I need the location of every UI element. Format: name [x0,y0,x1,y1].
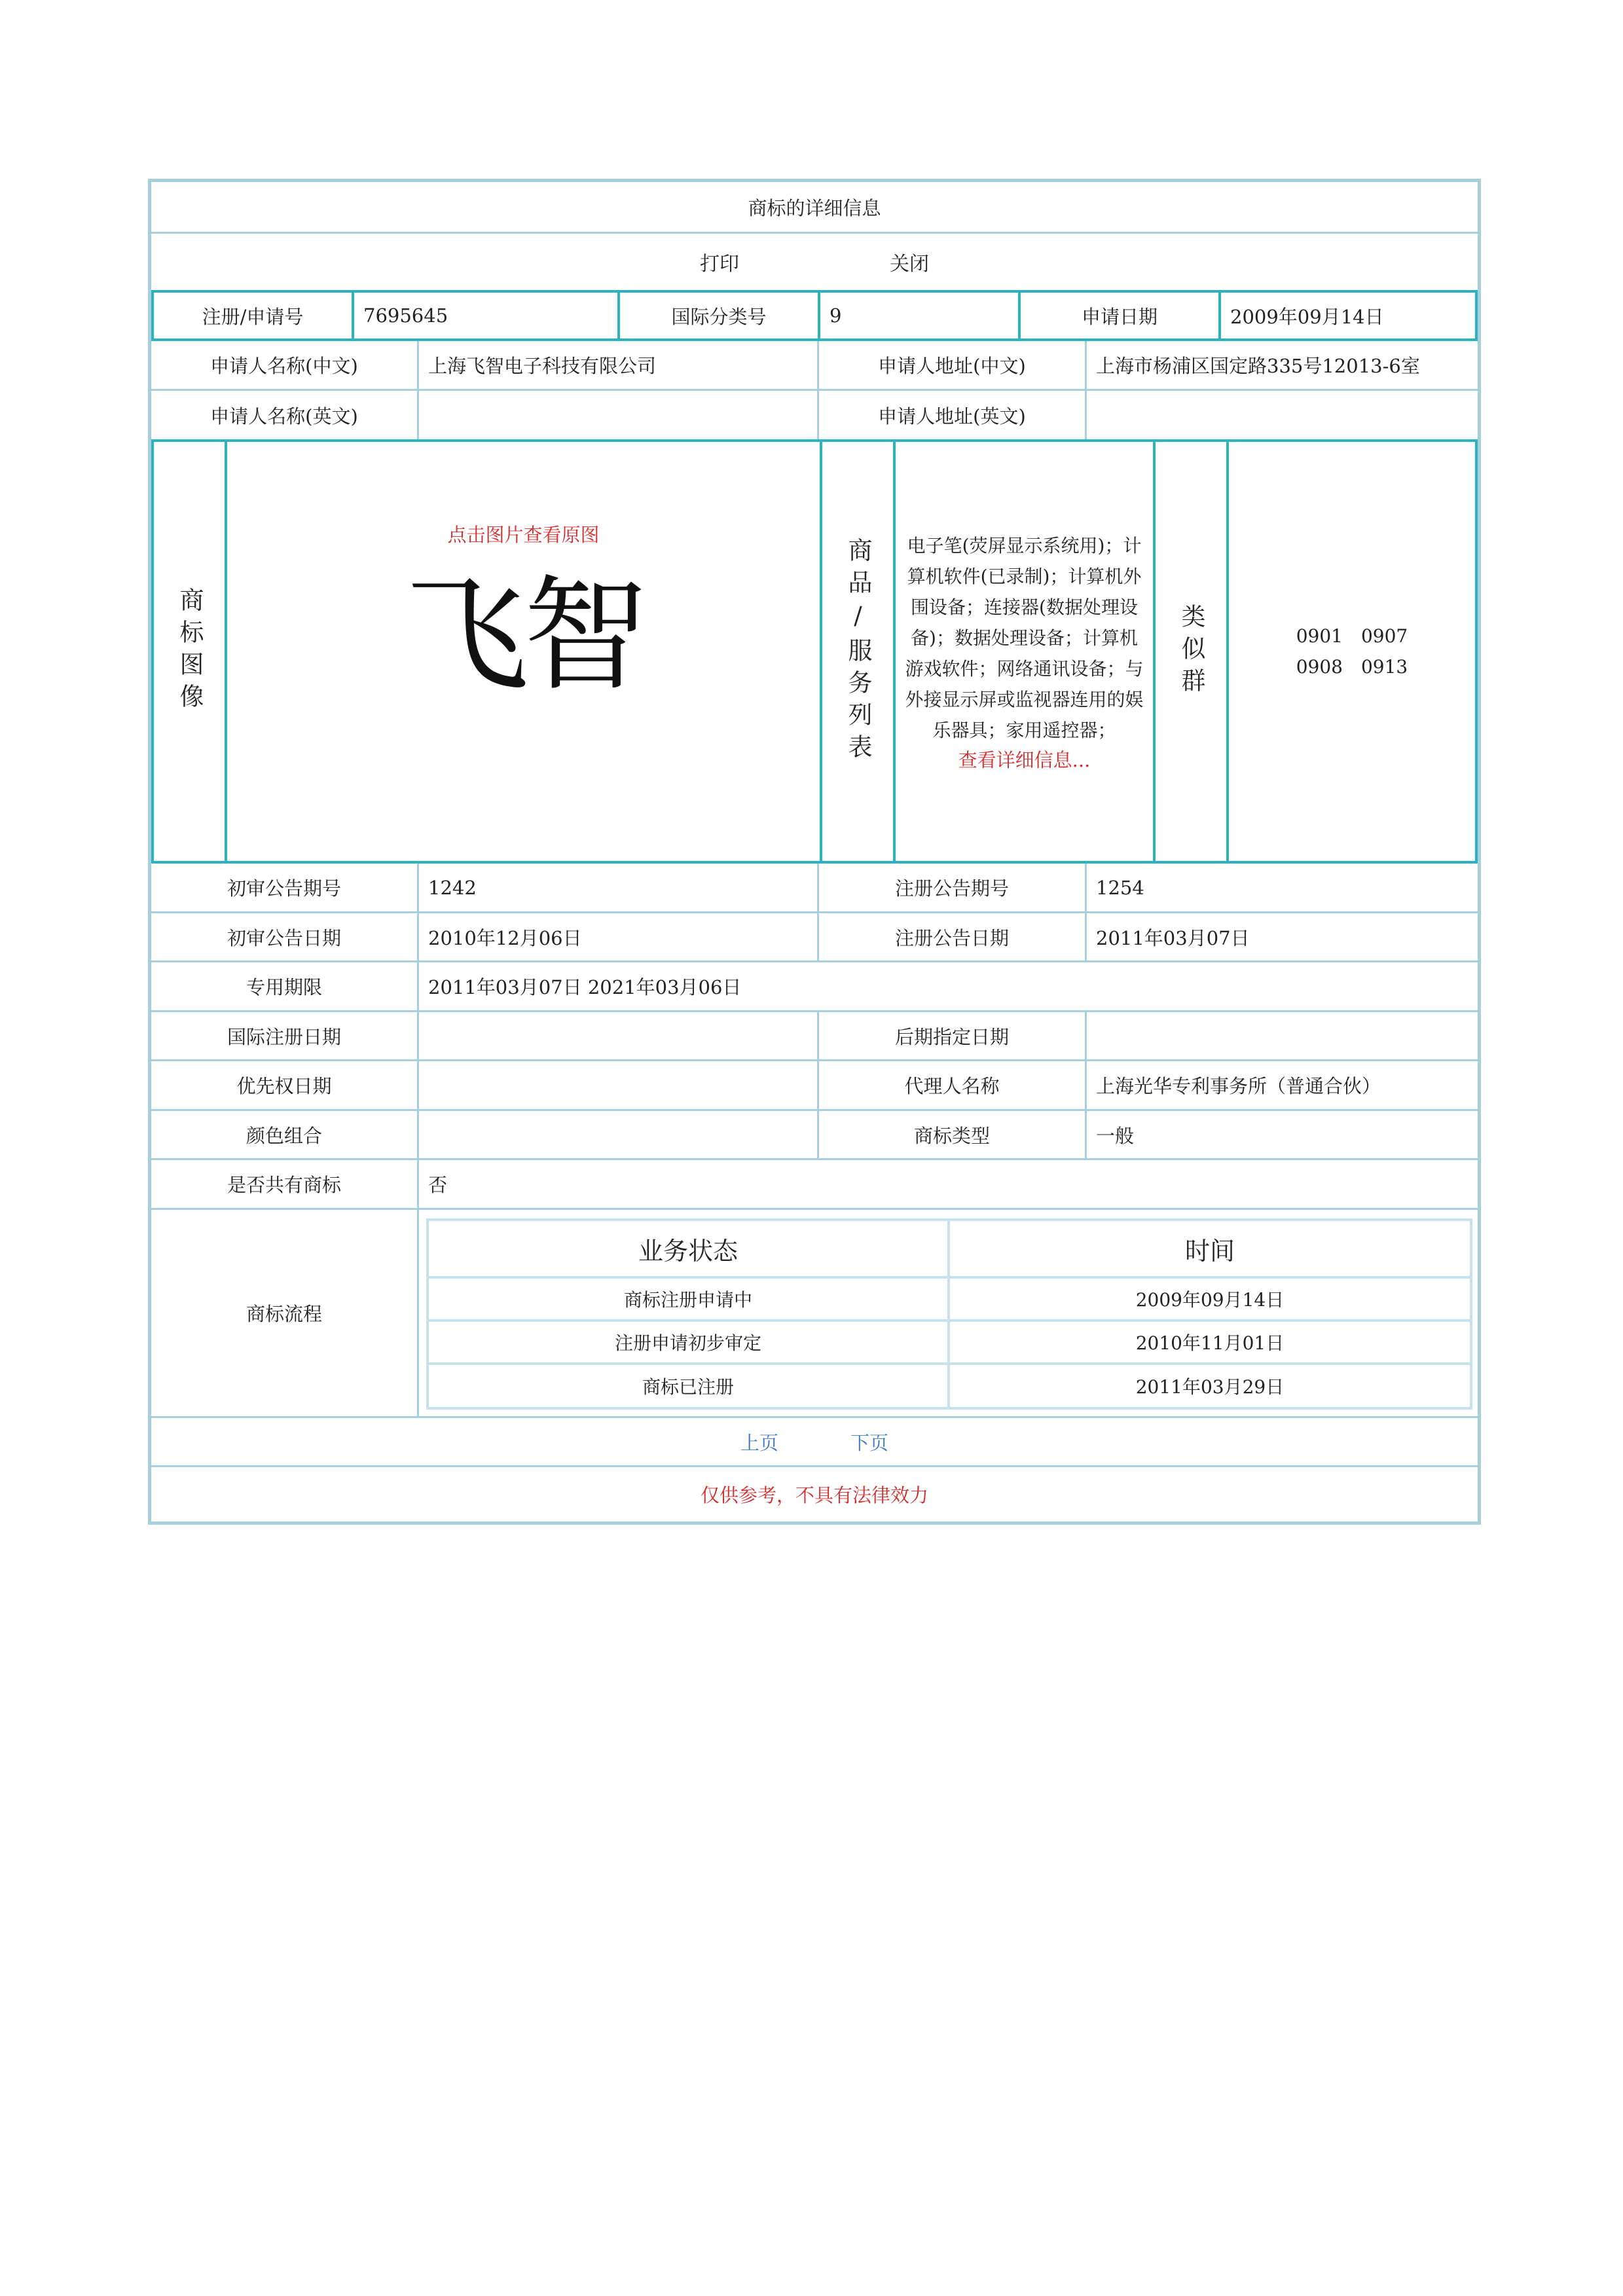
addr-en-label: 申请人地址(英文) [878,405,1026,428]
later-designation-label: 后期指定日期 [894,1025,1009,1048]
view-original-link[interactable]: 点击图片查看原图 [447,524,600,546]
similar-groups-line: 0908 0913 [1296,656,1408,678]
similar-label-cell [1156,442,1226,861]
priority-value [419,1061,817,1109]
class-value: 9 [830,304,842,327]
divider [417,1210,419,1416]
image-block [151,439,1478,864]
class-label: 国际分类号 [671,305,767,328]
goods-label: 商品/服务列表 [844,537,872,766]
trademark-image[interactable]: 飞智 [404,563,643,708]
flow-status: 商标注册申请中 [623,1289,752,1311]
intl-reg-value [419,1012,817,1059]
shared-value: 否 [428,1174,448,1196]
priority-label: 优先权日期 [236,1075,332,1097]
flow-col-status: 业务状态 [638,1236,738,1266]
similar-label: 类似群 [1177,603,1205,700]
prelim-no-value: 1242 [428,876,477,899]
addr-cn-value: 上海市杨浦区国定路335号12013-6室 [1096,355,1420,377]
name-en-value [419,391,817,439]
reg-pub-no-value: 1254 [1096,876,1144,899]
disclaimer-row [151,1467,1478,1522]
flow-time: 2009年09月14日 [1135,1289,1285,1311]
image-label: 商标图像 [175,587,204,716]
name-en-label: 申请人名称(英文) [210,405,358,428]
flow-label: 商标流程 [246,1303,322,1325]
similar-groups-cell [1229,442,1475,861]
color-label: 颜色组合 [246,1124,322,1147]
goods-list: 电子笔(荧屏显示系统用)；计算机软件(已录制)；计算机外围设备；连接器(数据处理设备)；数据处理设备；计算机游戏软件；网络通讯设备；与外接显示屏或监视器连用的娱乐器具；家用遥控器； [905,535,1144,741]
flow-table [426,1218,1472,1410]
close-button[interactable]: 关闭 [890,253,929,276]
prev-page-link[interactable]: 上页 [740,1431,778,1454]
similar-groups-line: 0901 0907 [1296,625,1408,647]
action-group [151,234,1478,290]
pub-date-row [151,913,1478,962]
priority-row [151,1061,1478,1111]
flow-status: 注册申请初步审定 [614,1332,761,1354]
addr-en-value [1087,391,1478,439]
shared-label: 是否共有商标 [227,1174,341,1196]
apply-date-value: 2009年09月14日 [1230,305,1384,328]
agent-label: 代理人名称 [904,1075,1000,1097]
reg-no-value: 7695645 [363,304,448,327]
name-cn-label: 申请人名称(中文) [210,355,358,377]
mark-type-value: 一般 [1096,1124,1135,1147]
action-row [151,234,1478,290]
flow-time: 2010年11月01日 [1135,1332,1285,1354]
exclusive-row [151,962,1478,1012]
mark-type-label: 商标类型 [913,1124,990,1147]
prelim-date-label: 初审公告日期 [227,926,341,949]
prelim-date-value: 2010年12月06日 [428,926,582,949]
goods-label-cell [822,442,893,861]
reg-pub-date-value: 2011年03月07日 [1096,926,1250,949]
flow-time: 2011年03月29日 [1135,1376,1285,1398]
addr-cn-label: 申请人地址(中文) [878,355,1026,377]
applicant-en-row [151,391,1478,439]
registration-row [151,290,1478,341]
flow-status: 商标已注册 [642,1376,734,1398]
flow-data-row [429,1365,1470,1407]
reg-no-label: 注册/申请号 [202,305,304,328]
pager-row [151,1418,1478,1467]
reg-pub-date-label: 注册公告日期 [894,926,1009,949]
page-title: 商标的详细信息 [748,196,881,219]
apply-date-label: 申请日期 [1081,305,1158,328]
print-button[interactable]: 打印 [700,253,739,276]
image-label-cell [154,442,225,861]
flow-data-row [429,1322,1470,1365]
color-row [151,1111,1478,1160]
goods-more-link[interactable]: 查看详细信息... [958,749,1091,771]
flow-data-row [429,1279,1470,1322]
title-row [151,182,1478,234]
next-page-link[interactable]: 下页 [850,1431,889,1454]
flow-header-row [429,1221,1470,1279]
shared-row [151,1160,1478,1210]
pub-no-row [151,864,1478,913]
goods-cell [896,442,1153,861]
flow-row [151,1210,1478,1418]
pager [151,1418,1478,1465]
applicant-cn-row [151,341,1478,391]
name-cn-value: 上海飞智电子科技有限公司 [428,355,657,377]
reg-pub-no-label: 注册公告期号 [894,877,1009,900]
color-value [419,1111,817,1158]
mark-image-cell[interactable] [227,442,820,861]
prelim-no-label: 初审公告期号 [227,877,341,900]
trademark-detail-table [148,179,1481,1525]
agent-value: 上海光华专利事务所（普通合伙） [1096,1075,1381,1097]
disclaimer: 仅供参考，不具有法律效力 [700,1484,928,1506]
exclusive-label: 专用期限 [246,976,322,998]
intl-reg-label: 国际注册日期 [227,1025,341,1048]
exclusive-value: 2011年03月07日 2021年03月06日 [428,976,742,998]
later-designation-value [1087,1012,1478,1059]
intl-reg-row [151,1012,1478,1061]
flow-col-time: 时间 [1184,1236,1235,1266]
